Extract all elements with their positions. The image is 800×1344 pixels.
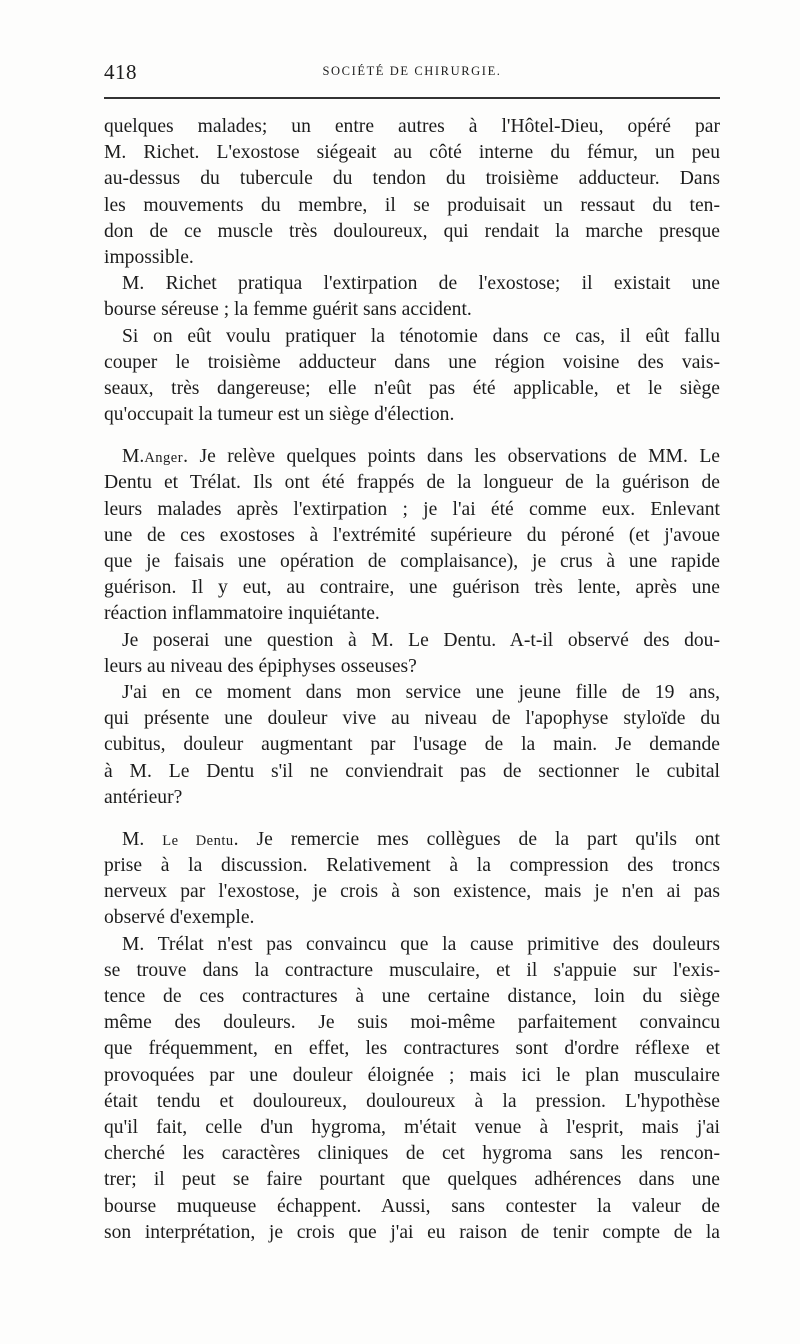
running-title: SOCIÉTÉ DE CHIRURGIE. <box>322 64 502 78</box>
text-line: à M. Le Dentu s'il ne conviendrait pas de sectionner le cubital <box>104 760 720 782</box>
speaker-prefix: M. <box>122 828 163 850</box>
speaker-prefix: M. <box>122 446 145 468</box>
text-line: les mouvements du membre, il se produisait un ressaut du ten- <box>104 194 720 216</box>
text-line: seaux, très dangereuse; elle n'eût pas été applicable, et le siège <box>104 377 720 399</box>
text-line: quelques malades; un entre autres à l'Hôtel-Dieu, opéré par <box>104 116 720 137</box>
text-line: cherché les caractères cliniques de cet hygroma sans les rencon- <box>104 1143 720 1165</box>
page-number: 418 <box>104 60 137 84</box>
text-line: don de ce muscle très douloureux, qui rendait la marche presque <box>104 220 720 242</box>
text-line: que je faisais une opération de complaisance), je crus à une rapide <box>104 551 720 572</box>
text-line: bourse muqueuse échappent. Aussi, sans contester la valeur de <box>104 1195 720 1217</box>
text-line: qu'il fait, celle d'un hygroma, m'était venue à l'esprit, mais j'ai <box>104 1116 720 1138</box>
text-line: se trouve dans la contracture musculaire, et il s'appuie sur l'exis- <box>104 959 720 981</box>
text-line: leurs au niveau des épiphyses osseuses? <box>104 655 417 677</box>
text-line: une de ces exostoses à l'extrémité supérieure du péroné (et j'avoue <box>104 524 720 546</box>
speaker-name: Le Dentu <box>162 832 234 849</box>
text-line: M. Trélat n'est pas convaincu que la cause primitive des douleurs <box>122 933 720 955</box>
text-line: trer; il peut se faire pourtant que quelques adhérences dans une <box>104 1169 720 1191</box>
text-line: couper le troisième adducteur dans une région voisine des vais- <box>104 351 720 373</box>
text-line: guérison. Il y eut, au contraire, une guérison très lente, après une <box>104 577 720 599</box>
text-line: impossible. <box>104 246 194 268</box>
speaker-name: Anger <box>144 450 184 467</box>
text-line: son interprétation, je crois que j'ai eu raison de tenir compte de la <box>104 1221 720 1243</box>
header-rule <box>104 97 720 99</box>
text-line: qu'occupait la tumeur est un siège d'élection. <box>104 404 455 426</box>
text-line: au-dessus du tubercule du tendon du troisième adducteur. Dans <box>104 168 720 190</box>
text-line: était tendu et douloureux, douloureux à la pression. L'hypothèse <box>104 1090 720 1112</box>
text-line: nerveux par l'exostose, je crois à son existence, mais je n'en ai pas <box>104 881 720 903</box>
text-line: observé d'exemple. <box>104 907 255 929</box>
text-line: prise à la discussion. Relativement à la compression des troncs <box>104 855 720 877</box>
text-line: tence de ces contractures à une certaine distance, loin du siège <box>104 986 720 1007</box>
text-line: M. Richet. L'exostose siégeait au côté interne du fémur, un peu <box>104 142 720 164</box>
text-line: cubitus, douleur augmentant par l'usage de la main. Je demande <box>104 734 720 756</box>
text-line: même des douleurs. Je suis moi-même parfaitement convaincu <box>104 1012 720 1034</box>
text-line: M. Richet pratiqua l'extirpation de l'exostose; il existait une <box>122 273 720 295</box>
text-line: que fréquemment, en effet, les contractures sont d'ordre réflexe et <box>104 1038 720 1060</box>
text-line: J'ai en ce moment dans mon service une jeune fille de 19 ans, <box>122 681 720 703</box>
text-line: provoquées par une douleur éloignée ; mais ici le plan musculaire <box>104 1064 720 1086</box>
speech-text: . Je relève quelques points dans les observations de MM. Le <box>183 446 720 468</box>
body-text <box>104 114 720 1246</box>
text-line: Je poserai une question à M. Le Dentu. A-t-il observé des dou- <box>122 629 720 651</box>
text-line: Si on eût voulu pratiquer la ténotomie dans ce cas, il eût fallu <box>122 325 720 347</box>
page-header <box>104 60 720 86</box>
text-line-speaker-anger <box>104 444 720 470</box>
text-line: Dentu et Trélat. Ils ont été frappés de la longueur de la guérison de <box>104 472 720 494</box>
text-line-speaker-le-dentu <box>104 827 720 853</box>
text-line: qui présente une douleur vive au niveau de l'apophyse styloïde du <box>104 708 720 730</box>
speech-text: . Je remercie mes collègues de la part qu'ils ont <box>233 828 720 850</box>
text-line: antérieur? <box>104 786 183 808</box>
text-line: bourse séreuse ; la femme guérit sans accident. <box>104 299 472 321</box>
text-line: leurs malades après l'extirpation ; je l'ai été comme eux. Enlevant <box>104 498 720 520</box>
text-line: réaction inflammatoire inquiétante. <box>104 603 380 625</box>
